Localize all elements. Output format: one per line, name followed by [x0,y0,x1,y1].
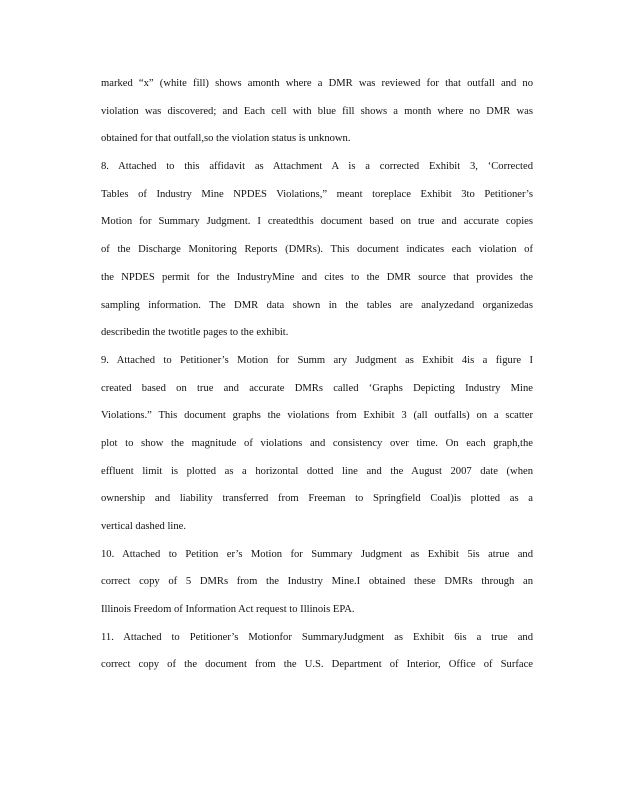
text-line: correct copy of 5 DMRs from the Industry Mine.I obtained these DMRs through an [101,576,533,588]
text-line: created based on true and accurate DMRs called ‘Graphs Depicting Industry Mine [101,382,533,394]
text-line: of the Discharge Monitoring Reports (DMRs). This document indicates each violation of [101,244,533,256]
text-line: vertical dashed line. [101,521,187,532]
text-line: Illinois Freedom of Information Act request to Illinois EPA. [101,604,355,616]
document-body [101,70,533,679]
text-line: violation was discovered; and Each cell with blue fill shows a month where no DMR was [101,105,533,117]
text-line: correct copy of the document from the U.S. Department of Interior, Office of Surface [101,659,533,671]
text-line: Motion for Summary Judgment. I createdthis document based on true and accurate copies [101,216,533,228]
text-line: marked “x” (white fill) shows amonth where a DMR was reviewed for that outfall and no [101,78,533,89]
text-line: Violations.” This document graphs the violations from Exhibit 3 (all outfalls) on a scatter [101,410,533,422]
text-line: describedin the twotitle pages to the exhibit. [101,327,289,339]
text-line: the NPDES permit for the IndustryMine and cites to the DMR source that provides the [101,271,533,283]
text-line: obtained for that outfall,so the violation status is unknown. [101,133,351,145]
paragraph-8-start: 8. Attached to this affidavit as Attachment A is a corrected Exhibit 3, ‘Corrected [101,161,533,173]
paragraph-11-start: 11. Attached to Petitioner’s Motionfor SummaryJudgment as Exhibit 6is a true and [101,631,533,643]
text-line: sampling information. The DMR data shown in the tables are analyzedand organizedas [101,299,533,311]
text-line: ownership and liability transferred from Freeman to Springfield Coal)is plotted as a [101,493,533,505]
paragraph-10-start: 10. Attached to Petition er’s Motion for Summary Judgment as Exhibit 5is atrue and [101,548,533,560]
paragraph-9-start: 9. Attached to Petitioner’s Motion for Summ ary Judgment as Exhibit 4is a figure I [101,354,533,366]
text-line: effluent limit is plotted as a horizontal dotted line and the August 2007 date (when [101,465,533,477]
text-line: plot to show the magnitude of violations and consistency over time. On each graph,the [101,437,533,449]
text-line: Tables of Industry Mine NPDES Violations,” meant toreplace Exhibit 3to Petitioner’s [101,188,533,200]
